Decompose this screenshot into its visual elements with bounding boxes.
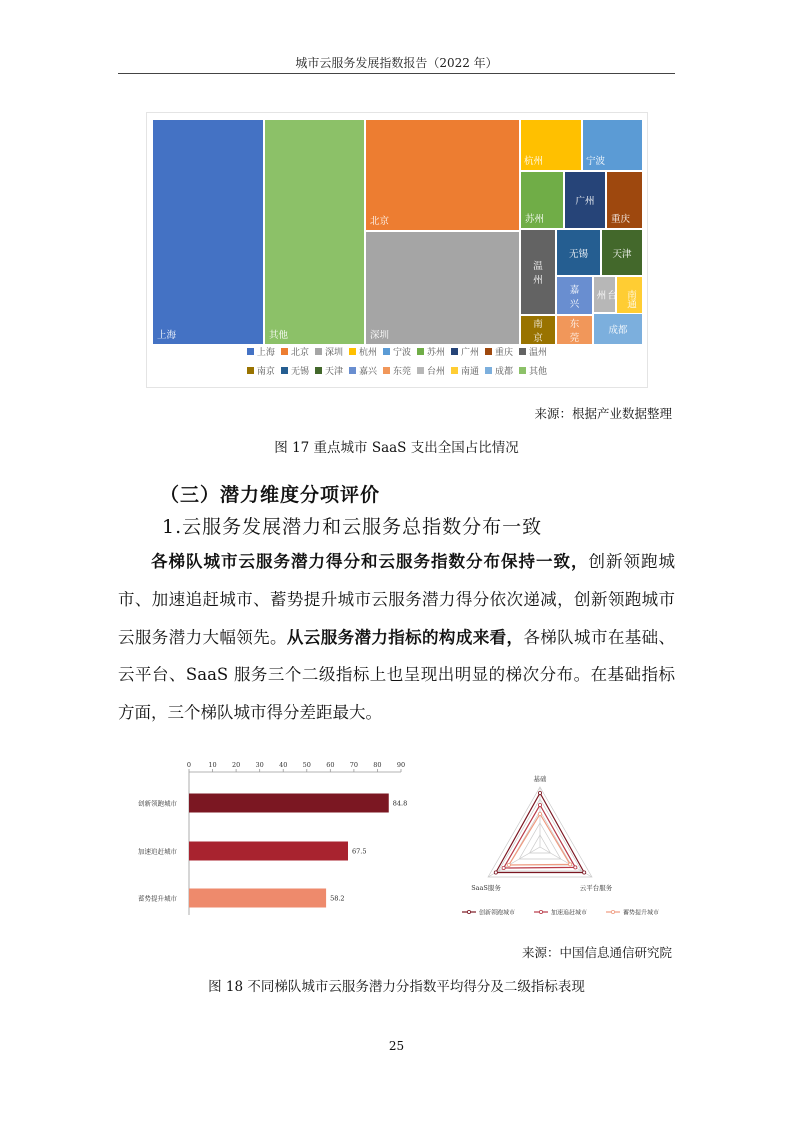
bar-tick-label: 10 xyxy=(208,761,217,769)
bar-category-label: 创新领跑城市 xyxy=(138,799,177,808)
radar-point xyxy=(494,871,497,874)
bar-category-label: 蓄势提升城市 xyxy=(138,894,177,903)
treemap-tile-label: 广州 xyxy=(575,196,595,207)
bar-value-label: 58.2 xyxy=(330,894,345,903)
radar-legend-marker xyxy=(611,910,614,913)
treemap-tile-label: 其他 xyxy=(269,330,289,341)
legend-item xyxy=(281,364,309,377)
legend-swatch xyxy=(315,348,322,355)
figure-18-radar-chart xyxy=(440,760,665,932)
legend-swatch xyxy=(485,367,492,374)
legend-swatch xyxy=(315,367,322,374)
bar-tick-label: 70 xyxy=(349,761,359,769)
legend-item xyxy=(519,364,547,377)
legend-swatch xyxy=(281,348,288,355)
bar-tick-label: 20 xyxy=(231,761,241,769)
page-number: 25 xyxy=(388,1039,405,1053)
treemap-tile xyxy=(556,229,601,276)
para-bold-1: 各梯队城市云服务潜力得分和云服务指数分布保持一致， xyxy=(151,552,589,571)
treemap-tile-label: 无锡 xyxy=(568,248,589,260)
legend-label: 温州 xyxy=(529,348,548,358)
legend-label: 北京 xyxy=(290,348,309,358)
legend-swatch xyxy=(451,367,458,374)
legend-label: 深圳 xyxy=(324,348,343,358)
legend-label: 南通 xyxy=(461,367,480,377)
treemap-tile-label: 东莞 xyxy=(569,319,580,344)
legend-swatch xyxy=(417,348,424,355)
treemap-plot xyxy=(152,119,643,345)
bar xyxy=(189,794,389,813)
legend-label: 东莞 xyxy=(392,367,411,377)
legend-swatch xyxy=(349,367,356,374)
treemap-tile-label: 北京 xyxy=(370,216,390,227)
legend-item xyxy=(417,364,445,377)
treemap-tile-label: 苏州 xyxy=(525,214,545,225)
legend-swatch xyxy=(247,348,254,355)
legend-swatch xyxy=(417,367,424,374)
treemap-tile xyxy=(593,313,643,345)
radar-point xyxy=(583,871,586,874)
legend-swatch xyxy=(247,367,254,374)
treemap-tile-label: 温州 xyxy=(533,261,543,286)
legend-label: 其他 xyxy=(529,367,548,377)
body-paragraph xyxy=(118,543,675,732)
treemap-tile xyxy=(264,119,365,345)
para-bold-2: 从云服务潜力指标的构成来看， xyxy=(286,627,524,647)
treemap-tile-label: 台州 xyxy=(594,289,617,300)
legend-row-1 xyxy=(147,345,647,358)
legend-item xyxy=(485,364,513,377)
legend-swatch xyxy=(281,367,288,374)
legend-item xyxy=(247,364,275,377)
legend-swatch xyxy=(519,348,526,355)
treemap-tile-label: 成都 xyxy=(608,325,628,336)
legend-item xyxy=(281,345,309,358)
legend-label: 广州 xyxy=(461,348,480,358)
radar-point xyxy=(507,863,510,866)
bar-tick-label: 0 xyxy=(186,761,192,769)
bar-tick-label: 50 xyxy=(302,761,311,769)
radar-axis-label: SaaS服务 xyxy=(471,884,501,892)
legend-label: 上海 xyxy=(256,348,275,358)
legend-item xyxy=(315,345,343,358)
radar-point xyxy=(502,866,505,869)
legend-label: 重庆 xyxy=(495,348,514,358)
treemap-tile xyxy=(564,171,606,229)
figure-18-caption: 图 18 不同梯队城市云服务潜力分指数平均得分及二级指标表现 xyxy=(208,979,585,995)
legend-label: 嘉兴 xyxy=(358,367,377,377)
legend-item xyxy=(315,364,343,377)
treemap-tile-label: 重庆 xyxy=(611,214,631,225)
legend-item xyxy=(383,345,411,358)
radar-point xyxy=(574,866,577,869)
legend-label: 成都 xyxy=(495,367,514,377)
treemap-tile xyxy=(365,119,520,231)
running-header: 城市云服务发展指数报告（2022 年） xyxy=(295,56,498,70)
bar-category-label: 加速追赶城市 xyxy=(138,847,177,856)
treemap-tile-label: 嘉兴 xyxy=(569,284,580,310)
treemap-tile-label: 上海 xyxy=(157,330,177,341)
legend-swatch xyxy=(451,348,458,355)
radar-point xyxy=(538,803,541,806)
treemap-tile xyxy=(520,119,582,171)
section-subheading: 1.云服务发展潜力和云服务总指数分布一致 xyxy=(162,516,543,538)
figure-17-treemap xyxy=(146,112,648,388)
radar-legend-label: 创新领跑城市 xyxy=(479,909,516,917)
legend-item xyxy=(349,364,377,377)
legend-item xyxy=(349,345,377,358)
bar-tick-label: 40 xyxy=(279,761,288,769)
radar-point xyxy=(538,812,541,815)
treemap-tile xyxy=(520,171,564,229)
radar-legend-marker xyxy=(539,910,542,913)
treemap-tile xyxy=(152,119,264,345)
radar-legend-marker xyxy=(467,910,470,913)
legend-item xyxy=(519,345,547,358)
legend-swatch xyxy=(349,348,356,355)
treemap-tile xyxy=(556,315,593,345)
figure-17-source: 来源：根据产业数据整理 xyxy=(534,406,672,421)
radar-legend-label: 加速追赶城市 xyxy=(551,909,588,917)
treemap-tile xyxy=(601,229,643,276)
radar-series-line xyxy=(509,814,570,865)
legend-item xyxy=(417,345,445,358)
legend-swatch xyxy=(519,367,526,374)
bar-value-label: 67.5 xyxy=(352,847,367,856)
legend-item xyxy=(383,364,411,377)
radar-point xyxy=(569,863,572,866)
treemap-tile-label: 南京 xyxy=(533,319,543,344)
bar-tick-label: 30 xyxy=(255,761,264,769)
treemap-tile xyxy=(582,119,643,171)
legend-label: 台州 xyxy=(427,367,446,377)
header-rule xyxy=(118,73,675,74)
legend-label: 苏州 xyxy=(427,348,446,358)
treemap-tile xyxy=(593,276,616,313)
radar-legend-label: 蓄势提升城市 xyxy=(623,909,660,917)
treemap-tile xyxy=(365,231,520,345)
radar-axis-label: 基础 xyxy=(533,775,547,783)
bar xyxy=(189,889,326,908)
radar-axis-label: 云平台服务 xyxy=(579,884,613,892)
treemap-tile-label: 南通 xyxy=(624,289,636,308)
treemap-tile xyxy=(520,315,556,345)
bar-tick-label: 90 xyxy=(396,761,406,769)
treemap-tile xyxy=(556,276,593,315)
treemap-tile-label: 宁波 xyxy=(586,156,606,167)
legend-swatch xyxy=(485,348,492,355)
legend-label: 南京 xyxy=(256,367,275,377)
treemap-tile-label: 杭州 xyxy=(524,156,544,167)
figure-18-bar-chart xyxy=(136,760,411,920)
legend-swatch xyxy=(383,348,390,355)
legend-swatch xyxy=(383,367,390,374)
treemap-tile-label: 天津 xyxy=(612,248,632,260)
treemap-tile-label: 深圳 xyxy=(370,330,390,341)
bar-tick-label: 60 xyxy=(326,761,335,769)
treemap-tile xyxy=(520,229,556,315)
bar-value-label: 84.8 xyxy=(392,799,408,808)
legend-label: 天津 xyxy=(324,367,343,377)
figure-18-source: 来源：中国信息通信研究院 xyxy=(521,945,672,960)
bar-tick-label: 80 xyxy=(373,761,382,769)
legend-label: 无锡 xyxy=(290,367,309,377)
legend-item xyxy=(451,364,479,377)
treemap-tile xyxy=(606,171,643,229)
legend-item xyxy=(451,345,479,358)
legend-row-2 xyxy=(147,364,647,377)
radar-point xyxy=(538,791,541,794)
legend-label: 杭州 xyxy=(358,348,377,358)
legend-item xyxy=(247,345,275,358)
legend-item xyxy=(485,345,513,358)
section-heading: （三）潜力维度分项评价 xyxy=(160,484,381,506)
bar xyxy=(189,842,348,861)
para-text-1: 创新领跑城市、加速追赶城市、蓄势提升城市云服务潜力得分依次递减，创新领跑城市云服务潜力大幅领先。 xyxy=(118,552,675,647)
figure-17-caption: 图 17 重点城市 SaaS 支出全国占比情况 xyxy=(274,440,519,456)
para-text-2: 各梯队城市在基础、云平台、SaaS 服务三个二级指标上也呈现出明显的梯次分布。在基础指标方面，三个梯队城市得分差距最大。 xyxy=(118,627,675,723)
legend-label: 宁波 xyxy=(392,348,411,358)
